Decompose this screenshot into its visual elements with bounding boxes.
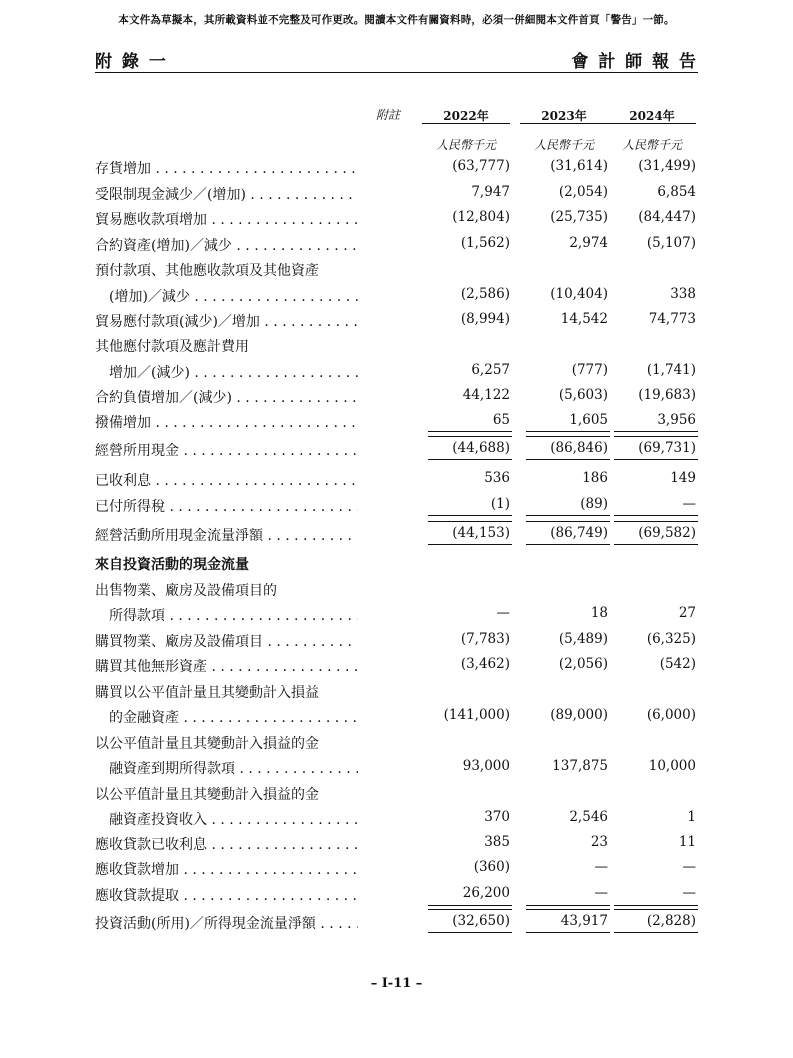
row-label: 合約資產(增加)／減少 . . . bbox=[95, 235, 358, 255]
row-label: 增加／(減少) . . . bbox=[109, 362, 358, 382]
table-row bbox=[95, 758, 705, 780]
unit-label-2022: 人民幣千元 bbox=[435, 138, 496, 152]
value-cell-2024: (84,447) bbox=[638, 209, 696, 225]
row-label: 預付款項、其他應收款項及其他資產 bbox=[95, 263, 319, 279]
value-cell-2022: (7,783) bbox=[460, 631, 510, 647]
value-cell-2024: (5,107) bbox=[646, 235, 696, 251]
value-cell-2022: (8,994) bbox=[460, 311, 510, 327]
value-cell-2022: (32,650) bbox=[452, 913, 510, 929]
row-label: 應收貸款增加 . . . bbox=[95, 859, 358, 879]
value-cell-2024: (69,731) bbox=[638, 440, 696, 456]
value-cell-2024: (1,741) bbox=[646, 362, 696, 378]
value-cell-2024: — bbox=[682, 885, 696, 901]
table-row bbox=[95, 631, 705, 653]
appendix-title: 附 錄 一 bbox=[95, 52, 168, 72]
value-cell-2024: 27 bbox=[678, 605, 696, 621]
value-cell-2023: (2,056) bbox=[558, 656, 608, 672]
subtotal-rule bbox=[614, 521, 698, 522]
table-row bbox=[95, 184, 705, 206]
row-label: 融資產到期所得款項 . . . bbox=[109, 758, 358, 778]
value-cell-2024: 149 bbox=[670, 470, 696, 486]
value-cell-2022: (44,153) bbox=[452, 525, 510, 541]
table-row bbox=[95, 809, 705, 831]
subtotal-rule bbox=[614, 436, 698, 437]
row-label: 經營所用現金 . . . bbox=[95, 440, 358, 460]
value-cell-2022: 385 bbox=[484, 834, 510, 850]
row-label: 以公平值計量且其變動計入損益的金 bbox=[95, 736, 319, 752]
value-cell-2022: (1) bbox=[490, 496, 510, 512]
subtotal-rule bbox=[526, 431, 610, 432]
subtotal-rule bbox=[428, 431, 512, 432]
subtotal-rule bbox=[526, 905, 610, 906]
row-label: 其他應付款項及應計費用 bbox=[95, 339, 249, 355]
table-row bbox=[95, 235, 705, 257]
row-label: 已收利息 . . . bbox=[95, 470, 358, 490]
value-cell-2024: 10,000 bbox=[648, 758, 696, 774]
value-cell-2023: (5,603) bbox=[558, 387, 608, 403]
table-row bbox=[95, 209, 705, 231]
draft-warning: 本文件為草擬本，其所載資料並不完整及可作更改。閱讀本文件有關資料時，必須一併細閱本文件首頁「警告」一節。 bbox=[118, 14, 675, 26]
value-cell-2023: (25,735) bbox=[550, 209, 608, 225]
value-cell-2022: (1,562) bbox=[460, 235, 510, 251]
value-cell-2022: 7,947 bbox=[471, 184, 510, 200]
value-cell-2023: 18 bbox=[590, 605, 608, 621]
subtotal-rule bbox=[428, 436, 512, 437]
value-cell-2023: (31,614) bbox=[550, 158, 608, 174]
table-row bbox=[95, 158, 705, 180]
total-rule bbox=[428, 932, 512, 933]
value-cell-2023: (86,846) bbox=[550, 440, 608, 456]
table-row bbox=[95, 682, 705, 704]
row-label: 的金融資產 . . . bbox=[109, 707, 358, 727]
table-row bbox=[95, 554, 705, 576]
row-label: (增加)／減少 . . . bbox=[109, 286, 358, 306]
value-cell-2023: 23 bbox=[590, 834, 608, 850]
subtotal-rule bbox=[428, 905, 512, 906]
table-row bbox=[95, 580, 705, 602]
row-label: 投資活動(所用)／所得現金流量淨額 . . . bbox=[95, 913, 358, 933]
value-cell-2023: — bbox=[594, 859, 608, 875]
value-cell-2022: 93,000 bbox=[462, 758, 510, 774]
table-row bbox=[95, 311, 705, 333]
subtotal-rule bbox=[614, 905, 698, 906]
total-rule bbox=[614, 459, 698, 460]
value-cell-2024: (6,325) bbox=[646, 631, 696, 647]
row-label: 貿易應收款項增加 . . . bbox=[95, 209, 358, 229]
value-cell-2022: (44,688) bbox=[452, 440, 510, 456]
value-cell-2023: (86,749) bbox=[550, 525, 608, 541]
total-rule bbox=[428, 459, 512, 460]
value-cell-2023: (777) bbox=[571, 362, 608, 378]
value-cell-2023: 14,542 bbox=[560, 311, 608, 327]
value-cell-2024: (2,828) bbox=[646, 913, 696, 929]
row-label: 來自投資活動的現金流量 bbox=[95, 557, 249, 573]
subtotal-rule bbox=[526, 909, 610, 910]
unit-label-2024: 人民幣千元 bbox=[621, 138, 682, 152]
value-cell-2024: — bbox=[682, 859, 696, 875]
table-row bbox=[95, 286, 705, 308]
total-rule bbox=[526, 459, 610, 460]
row-label: 以公平值計量且其變動計入損益的金 bbox=[95, 787, 319, 803]
value-cell-2024: 1 bbox=[687, 809, 696, 825]
row-label: 受限制現金減少／(增加) . . . bbox=[95, 184, 358, 204]
value-cell-2022: (360) bbox=[473, 859, 510, 875]
table-row bbox=[95, 336, 705, 358]
row-label: 貿易應付款項(減少)／增加 . . . bbox=[95, 311, 358, 331]
subtotal-rule bbox=[428, 521, 512, 522]
value-cell-2024: (31,499) bbox=[638, 158, 696, 174]
subtotal-rule bbox=[614, 431, 698, 432]
total-rule bbox=[614, 544, 698, 545]
total-rule bbox=[614, 932, 698, 933]
header-rule bbox=[95, 72, 698, 73]
year-header-2022: 2022年 bbox=[422, 107, 510, 124]
value-cell-2022: 65 bbox=[492, 412, 510, 428]
value-cell-2022: 44,122 bbox=[462, 387, 510, 403]
row-label: 已付所得稅 . . . bbox=[95, 496, 358, 516]
row-label: 融資產投資收入 . . . bbox=[109, 809, 358, 829]
value-cell-2023: (5,489) bbox=[558, 631, 608, 647]
subtotal-rule bbox=[428, 515, 512, 516]
value-cell-2023: 43,917 bbox=[560, 913, 608, 929]
table-row bbox=[95, 260, 705, 282]
value-cell-2024: (542) bbox=[659, 656, 696, 672]
row-label: 合約負債增加／(減少) . . . bbox=[95, 387, 358, 407]
subtotal-rule bbox=[614, 909, 698, 910]
total-rule bbox=[526, 544, 610, 545]
value-cell-2023: 137,875 bbox=[552, 758, 608, 774]
value-cell-2023: — bbox=[594, 885, 608, 901]
value-cell-2024: (6,000) bbox=[646, 707, 696, 723]
value-cell-2024: 6,854 bbox=[657, 184, 696, 200]
row-label: 應收貸款已收利息 . . . bbox=[95, 834, 358, 854]
table-row bbox=[95, 784, 705, 806]
report-title: 會 計 師 報 告 bbox=[571, 52, 698, 72]
value-cell-2023: 2,974 bbox=[569, 235, 608, 251]
value-cell-2023: 186 bbox=[582, 470, 608, 486]
subtotal-rule bbox=[526, 436, 610, 437]
value-cell-2022: 26,200 bbox=[462, 885, 510, 901]
subtotal-rule bbox=[526, 521, 610, 522]
total-rule bbox=[526, 932, 610, 933]
table-row bbox=[95, 885, 705, 907]
year-header-2023: 2023年 bbox=[520, 107, 608, 124]
table-row bbox=[95, 362, 705, 384]
year-header-2024: 2024年 bbox=[608, 107, 696, 124]
subtotal-rule bbox=[526, 515, 610, 516]
value-cell-2024: 11 bbox=[678, 834, 696, 850]
row-label: 所得款項 . . . bbox=[109, 605, 358, 625]
subtotal-rule bbox=[428, 909, 512, 910]
row-label: 出售物業、廠房及設備項目的 bbox=[95, 583, 277, 599]
value-cell-2022: 6,257 bbox=[471, 362, 510, 378]
table-row bbox=[95, 387, 705, 409]
subtotal-rule bbox=[614, 515, 698, 516]
value-cell-2024: (69,582) bbox=[638, 525, 696, 541]
total-rule bbox=[428, 544, 512, 545]
row-label: 購買其他無形資產 . . . bbox=[95, 656, 358, 676]
value-cell-2022: (3,462) bbox=[460, 656, 510, 672]
table-row bbox=[95, 605, 705, 627]
value-cell-2022: 536 bbox=[484, 470, 510, 486]
value-cell-2023: (10,404) bbox=[550, 286, 608, 302]
value-cell-2024: 3,956 bbox=[657, 412, 696, 428]
value-cell-2023: (89,000) bbox=[550, 707, 608, 723]
value-cell-2023: 2,546 bbox=[569, 809, 608, 825]
note-column-header: 附註 bbox=[375, 108, 400, 122]
value-cell-2024: 74,773 bbox=[648, 311, 696, 327]
table-row bbox=[95, 834, 705, 856]
value-cell-2023: (2,054) bbox=[558, 184, 608, 200]
page-header bbox=[95, 47, 698, 72]
table-row bbox=[95, 859, 705, 881]
table-row bbox=[95, 656, 705, 678]
row-label: 購買以公平值計量且其變動計入損益 bbox=[95, 685, 319, 701]
value-cell-2024: (19,683) bbox=[638, 387, 696, 403]
row-label: 應收貸款提取 . . . bbox=[95, 885, 358, 905]
row-label: 經營活動所用現金流量淨額 . . . bbox=[95, 525, 358, 545]
row-label: 撥備增加 . . . bbox=[95, 412, 358, 432]
unit-label-2023: 人民幣千元 bbox=[533, 138, 594, 152]
table-row bbox=[95, 470, 705, 492]
value-cell-2022: (12,804) bbox=[452, 209, 510, 225]
value-cell-2022: (2,586) bbox=[460, 286, 510, 302]
value-cell-2022: (141,000) bbox=[443, 707, 510, 723]
page-number: – I-11 – bbox=[370, 976, 423, 991]
row-label: 購買物業、廠房及設備項目 . . . bbox=[95, 631, 358, 651]
table-row bbox=[95, 733, 705, 755]
value-cell-2022: 370 bbox=[484, 809, 510, 825]
value-cell-2024: — bbox=[682, 496, 696, 512]
row-label: 存貨增加 . . . bbox=[95, 158, 358, 178]
value-cell-2022: — bbox=[496, 605, 510, 621]
table-row bbox=[95, 707, 705, 729]
value-cell-2022: (63,777) bbox=[452, 158, 510, 174]
value-cell-2023: (89) bbox=[580, 496, 608, 512]
value-cell-2023: 1,605 bbox=[569, 412, 608, 428]
value-cell-2024: 338 bbox=[670, 286, 696, 302]
